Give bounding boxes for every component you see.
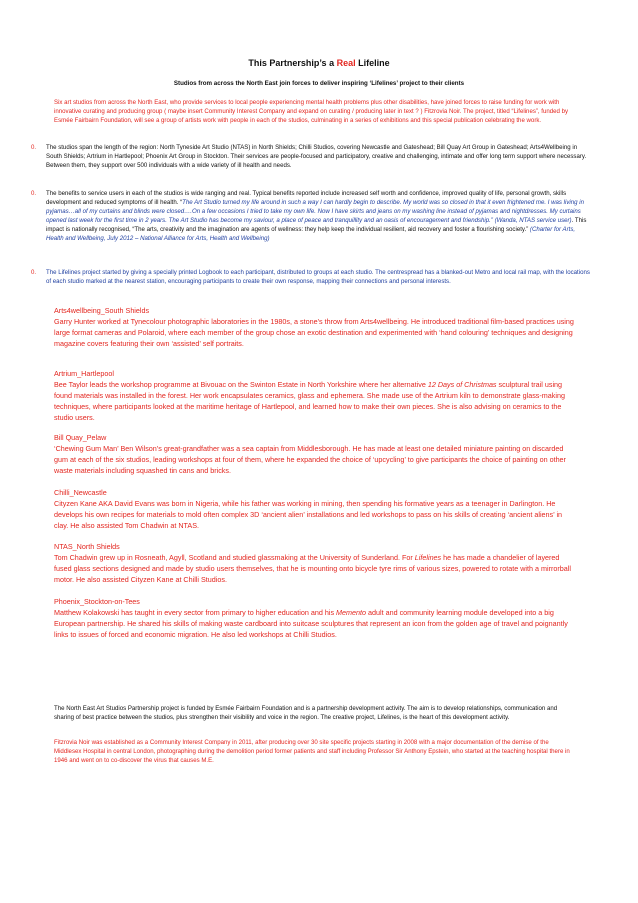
bullet-number: 0. — [31, 144, 37, 151]
section-heading: Artrium_Hartlepool — [54, 369, 114, 378]
page-title: This Partnership’s a Real Lifeline — [248, 58, 390, 68]
studio-section-ntas — [54, 541, 574, 585]
section-body: Cityzen Kane AKA David Evans was born in Nigeria, while his father was working in mining, then spending his formative years as a teenager in Darlington. He develops his own recipes for materials to mold often complex 3D ‘ancient alien’ installations and led workshops to pass on his skills of creating ‘ancient aliens’ in clay. He also assisted Tom Chadwin at NTAS. — [54, 499, 563, 530]
bullet-text: The Lifelines project started by giving a specially printed Logbook to each participant, distributed to groups at each studio. The centrespread has a blanked-out Metro and local rail map, with the locations of each studio marked at the nearest station, encouraging participants to create their own response, mapping their connections and personal interests. — [46, 269, 590, 286]
page-subtitle: Studios from across the North East join forces to deliver inspiring ‘Lifelines’ project to their clients — [173, 80, 465, 87]
section-body: Bee Taylor leads the workshop programme at Bivouac on the Swinton Estate in North Yorkshire where her alternative 12 Days of Christmas sculptural trail using found materials was installed in the forest. Her work encapsulates ceramics, glass and ephemera. She made use of the Artrium kiln to demonstrate glass-making techniques, where participants looked at the maritime heritage of Hartlepool, and learned how to make their own pieces. She is also advising on ceramics to the studio users. — [54, 380, 565, 422]
bullet-item-benefits — [31, 189, 591, 244]
studio-section-bill-quay — [54, 432, 574, 476]
bullet-number: 0. — [31, 269, 37, 276]
bullet-number: 0. — [31, 190, 37, 197]
fitzrovia-note: Fitzrovia Noir was established as a Community Interest Company in 2011, after producing over 30 site specific projects starting in 2008 with a major documentation of the demise of the Middlesex Hospital in central London, photographing during the demolition period former patients and staff including Professor Sir Anthony Epstein, who started at the teaching hospital there in 1946 and went on to co-discover the virus that causes M.E. — [54, 739, 570, 765]
bullet-item-logbook — [31, 268, 591, 286]
testimonial-quote: The Art Studio turned my life around in such a way I can hardly begin to describe. My world was so closed in that it even frightened me. I was living in pyjamas…all of my curtains and blinds were closed….On a few occasions I tried to take my own life. Now I have skirts and jeans on my washing line instead of pyjamas and nightdresses. My curtains opened last week for the first time in 2 years. The Art Studio has become my saviour, a place of peace and tranquillity and an oasis of encouragement and friendship.” (Wanda, NTAS service user) — [46, 199, 584, 225]
title-highlight: Real — [336, 58, 356, 68]
section-heading: Phoenix_Stockton-on-Tees — [54, 597, 140, 606]
section-heading: Bill Quay_Pelaw — [54, 433, 107, 442]
charter-citation: (Charter for Arts, Health and Wellbeing, July 2012 – National Alliance for Arts, Health and Wellbeing) — [46, 226, 576, 243]
section-body: ‘Chewing Gum Man’ Ben Wilson’s great-grandfather was a sea captain from Middlesborough. He has made at least one detailed miniature painting on discarded gum at each of the six studios, leading workshops at four of them, where he expanded the choice of ‘upcycling’ to give participants the choice of painting on other waste materials including squashed tin cans and bricks. — [54, 444, 566, 475]
section-body: Matthew Kolakowski has taught in every sector from primary to higher education and his Memento adult and community learning module developed into a big European partnership. He shared his skills of making waste cardboard into suitcase sculptures that represent an icon from the golden age of travel and poignantly links to issues of forced and economic migration. He also led workshops at Chilli Studios. — [54, 608, 568, 639]
bullet-item-studios — [31, 143, 591, 170]
section-heading: Chilli_Newcastle — [54, 488, 107, 497]
section-body: Tom Chadwin grew up in Rosneath, Agyll, Scotland and studied glassmaking at the University of Sunderland. For Lifelines he has made a chandelier of layered fused glass sections designed and made by studio users themselves, that he is mounting onto bicycle tyre rims of various sizes, powered to rotate with a mirrorball motor. He also assisted Cityzen Kane at Chilli Studios. — [54, 553, 571, 584]
section-heading: Arts4wellbeing_South Shields — [54, 306, 150, 315]
funding-note: The North East Art Studios Partnership project is funded by Esmée Fairbairn Foundation and is a partnership development activity. The aim is to develop relationships, communication and sharing of best practice between the studios, plus strengthen their visibility and voice in the region. The creative project, Lifelines, is the heart of this development activity. — [54, 705, 558, 722]
studio-section-arts4wellbeing — [54, 305, 574, 349]
studio-section-chilli — [54, 487, 574, 531]
bullet-text: The benefits to service users in each of the studios is wide ranging and real. Typical benefits reported include increased self worth and confidence, improved quality of life, personal growth, skills development and reduced symptoms of ill health. “The Art Studio turned my life around in such a way I can hardly begin to describe. My world was so closed in that it even frightened me. I was living in pyjamas…all of my curtains and blinds were closed….On a few occasions I tried to take my own life. Now I have skirts and jeans on my washing line instead of pyjamas and nightdresses. My curtains opened last week for the first time in 2 years. The Art Studio has become my saviour, a place of peace and tranquillity and an oasis of encouragement and friendship.” (Wanda, NTAS service user). This impact is nationally recognised, “The arts, creativity and the imagination are agents of wellness: they help keep the individual resilient, aid recovery and foster a flourishing society.” (Charter for Arts, Health and Wellbeing, July 2012 – National Alliance for Arts, Health and Wellbeing) — [46, 190, 587, 243]
intro-paragraph: Six art studios from across the North East, who provide services to local people experiencing mental health problems plus other disabilities, have joined forces to raise funding for work with innovative curating and producing group ( maybe insert Community Interest Company and expand on curating / producing later in text ? ) Fitzrovia Noir. The project, titled “Lifelines”, funded by Esmée Fairbairn Foundation, will see a group of artists work with people in each of the studios, culminating in a series of exhibitions and this special publication celebrating the work. — [54, 99, 569, 125]
section-body: Garry Hunter worked at Tynecolour photographic laboratories in the 1980s, a stone’s throw from Arts4wellbeing. He introduced traditional film-based practices using large format cameras and Polaroid, where each member of the group chose an exotic destination and experimented with ‘hand colouring’ techniques and designing magazine covers featuring their own ‘assisted’ self portraits. — [54, 317, 574, 348]
studio-section-artrium — [54, 368, 574, 423]
studio-section-phoenix — [54, 596, 574, 640]
section-heading: NTAS_North Shields — [54, 542, 120, 551]
bullet-text: The studios span the length of the region: North Tyneside Art Studio (NTAS) in North Shields; Chilli Studios, covering Newcastle and Gateshead; Bill Quay Art Group in Gateshead; Arts4Wellbeing in South Shields; Artrium in Hartlepool; Phoenix Art Group in Stockton. Their services are people-focused and participatory, creative and challenging, intimate and offer long term support where necessary. Between them, they support over 500 individuals with a wide variety of ill health and needs. — [46, 144, 587, 170]
